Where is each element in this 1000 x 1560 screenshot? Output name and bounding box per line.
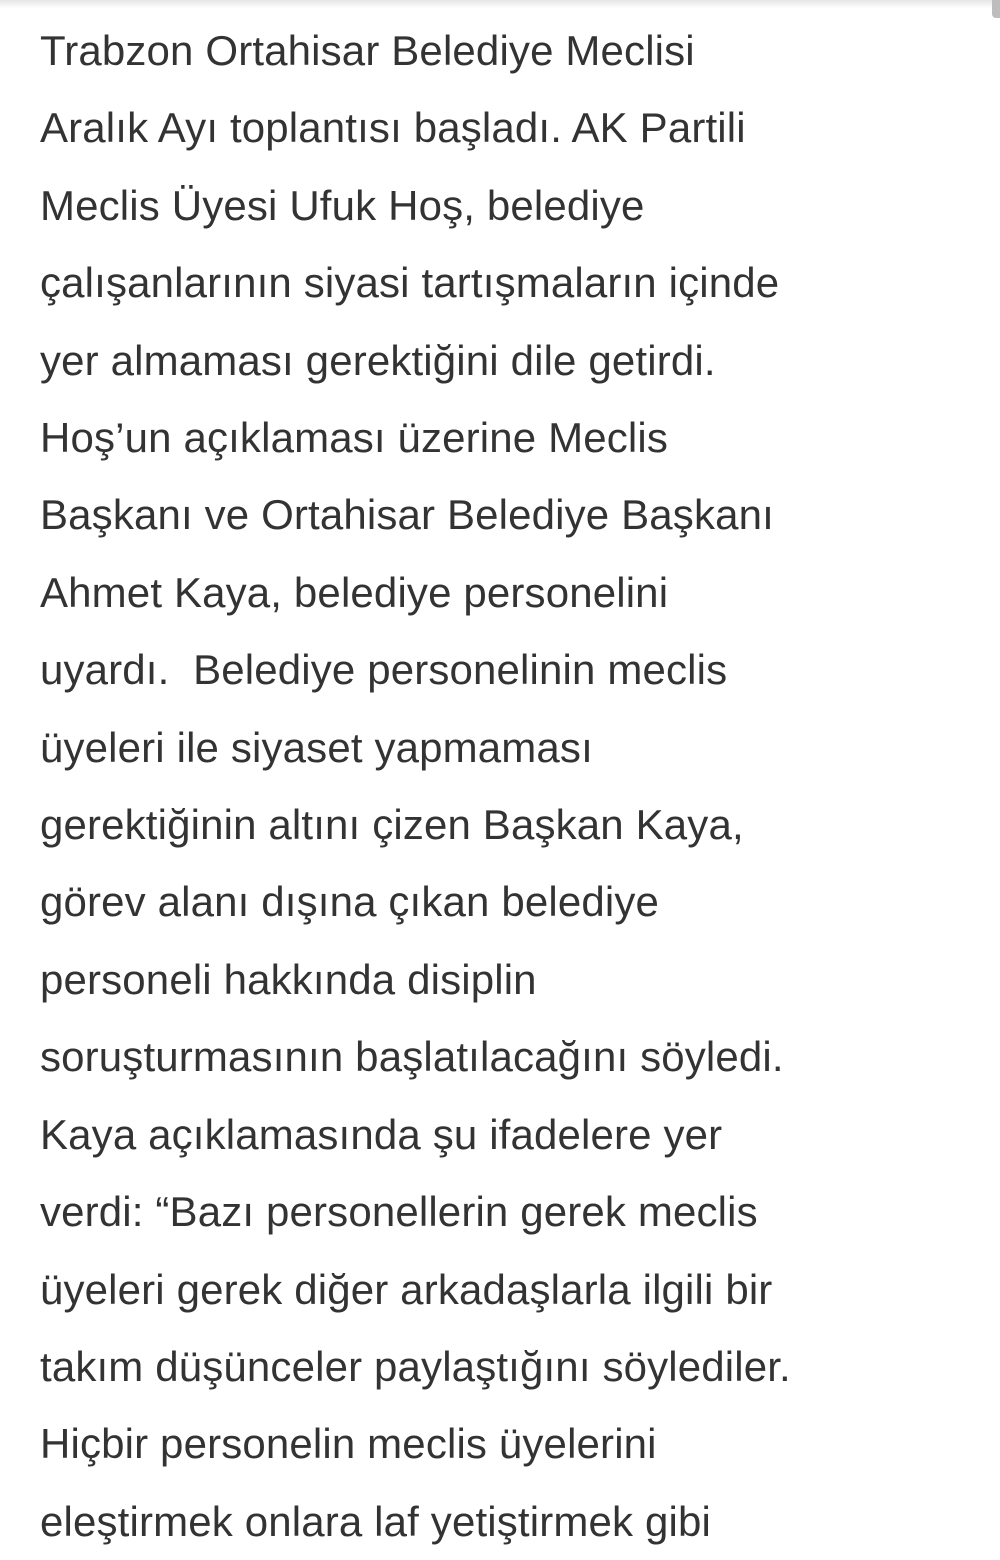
top-edge-shadow <box>0 0 1000 8</box>
article-line: üyeleri ile siyaset yapmaması <box>40 723 593 771</box>
article-line: soruşturmasının başlatılacağını söyledi. <box>40 1033 784 1081</box>
article-line: eleştirmek onlara laf yetiştirmek gibi <box>40 1497 711 1545</box>
article-line: üyeleri gerek diğer arkadaşlarla ilgili bir <box>40 1265 773 1313</box>
article-line: personeli hakkında disiplin <box>40 955 537 1003</box>
article-line: Meclis Üyesi Ufuk Hoş, belediye <box>40 181 645 229</box>
article-line: Hoş’un açıklaması üzerine Meclis <box>40 414 669 462</box>
article-line: Başkanı ve Ortahisar Belediye Başkanı <box>40 491 774 539</box>
article-line: yer almaması gerektiğini dile getirdi. <box>40 336 716 384</box>
article-line: Aralık Ayı toplantısı başladı. AK Partili <box>40 104 746 152</box>
article-body <box>40 12 990 1560</box>
article-line: takım düşünceler paylaştığını söylediler. <box>40 1342 791 1390</box>
article-line: Kaya açıklamasında şu ifadelere yer <box>40 1110 723 1158</box>
article-line: uyardı. Belediye personelinin meclis <box>40 646 728 694</box>
article-line: görev alanı dışına çıkan belediye <box>40 878 660 926</box>
scrollbar-thumb[interactable] <box>992 0 1000 18</box>
article-line: çalışanlarının siyasi tartışmaların içinde <box>40 259 780 307</box>
article-line: Ahmet Kaya, belediye personelini <box>40 568 669 616</box>
article-line: Hiçbir personelin meclis üyelerini <box>40 1420 657 1468</box>
article-line: Trabzon Ortahisar Belediye Meclisi <box>40 27 695 74</box>
article-line: gerektiğinin altını çizen Başkan Kaya, <box>40 801 744 849</box>
article-line: verdi: “Bazı personellerin gerek meclis <box>40 1188 758 1236</box>
